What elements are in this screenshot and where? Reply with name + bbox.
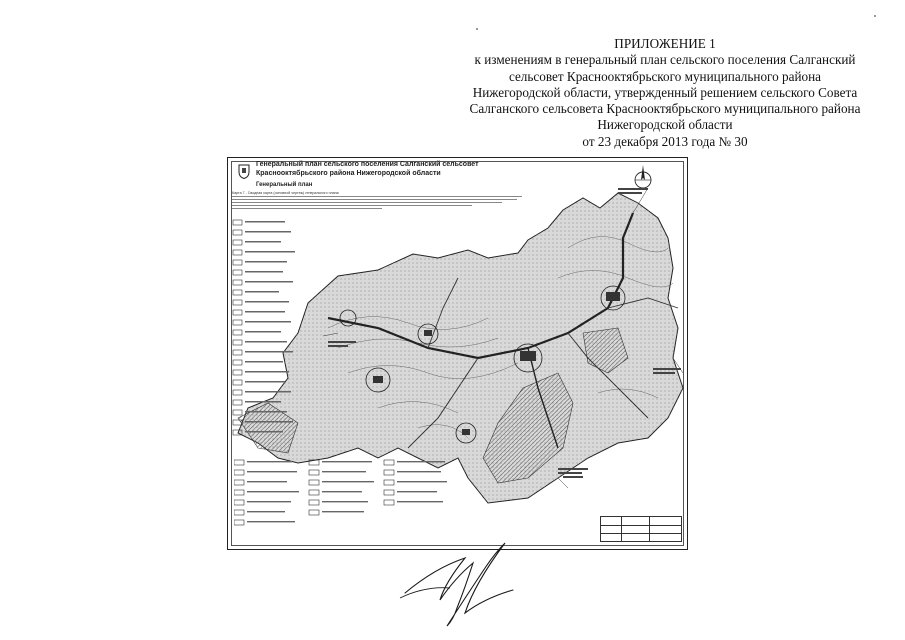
title-block-stamp xyxy=(600,516,682,542)
appendix-line: сельсовет Краснооктябрьского муниципального района xyxy=(508,68,822,84)
map-caption: Карта 7 - Сводная карта (основной чертеж) генерального плана xyxy=(232,191,339,195)
appendix-line: Нижегородской области xyxy=(597,117,733,133)
appendix-line: Нижегородской области, утвержденный решением сельского Совета xyxy=(472,84,858,100)
map-legend xyxy=(232,218,302,448)
appendix-header xyxy=(455,36,875,150)
map-title: Генеральный план сельского поселения Салганский сельсовет Краснооктябрьского района Нижегородской области xyxy=(256,161,479,177)
appendix-line: Салганского сельсовета Краснооктябрьского муниципального района xyxy=(469,101,861,117)
settlement-block xyxy=(606,292,620,301)
appendix-line: к изменениям в генеральный план сельского поселения Салганский xyxy=(474,52,856,68)
settlement-block xyxy=(462,429,470,435)
map-legend-bottom xyxy=(234,458,459,536)
settlement-block xyxy=(373,376,383,383)
appendix-title: ПРИЛОЖЕНИЕ 1 xyxy=(614,36,716,51)
scan-speck xyxy=(874,15,876,17)
map-subtitle: Генеральный план xyxy=(256,182,313,188)
scan-speck xyxy=(476,28,478,30)
appendix-date: от 23 декабря 2013 года № 30 xyxy=(582,133,748,149)
handwritten-signature xyxy=(395,538,520,630)
map-sheet xyxy=(227,157,688,550)
settlement-block xyxy=(424,330,432,336)
settlement-block xyxy=(520,351,536,361)
